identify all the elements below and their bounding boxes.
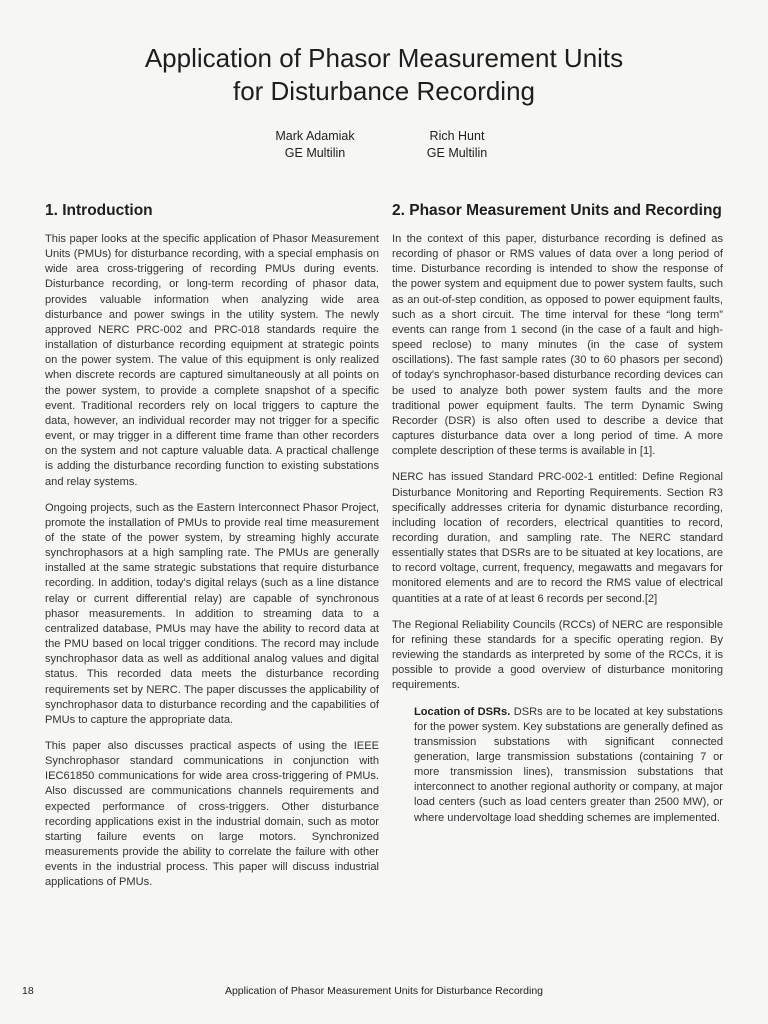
section-heading-introduction: 1. Introduction xyxy=(45,202,153,219)
right-column xyxy=(392,200,723,837)
title-line-1: Application of Phasor Measurement Units xyxy=(144,43,624,73)
indented-paragraph xyxy=(414,705,723,826)
author-2 xyxy=(384,128,530,162)
page-number: 18 xyxy=(22,985,34,997)
paper-title xyxy=(0,42,768,108)
running-title: Application of Phasor Measurement Units for Disturbance Recording xyxy=(224,985,544,997)
paragraph: This paper looks at the specific application of Phasor Measurement Units (PMUs) for disturbance recording, with a special emphasis on wide area cross-triggering of recording PMUs during events. Disturbance recording, or long-term recording of phasor data, provides valuable information when analyzing wide area disturbance and power swings in the utility system. The newly approved NERC PRC-002 and PRC-018 standards require the installation of disturbance recording equipment at strategic points on the power system. The value of this equipment is only realized when discrete records are captured simultaneously at all points on the power system, to provide a complete snapshot of a specific event. Traditional recorders rely on local triggers to capture the data, however, an individual recorder may not trigger for a specific event, or may trigger in a different time frame than other recorders on the system and not capture valuable data. A practical challenge is adding the disturbance recording function to existing substations and relay systems. xyxy=(45,233,379,488)
title-line-2: for Disturbance Recording xyxy=(232,76,536,106)
author-name: Mark Adamiak xyxy=(275,129,355,143)
paragraph: In the context of this paper, disturbance recording is defined as recording of phasor or RMS values of data over a long period of time. Disturbance recording is intended to show the response of the power system and equipment due to power system faults, such as an out-of-step condition, as opposed to power equipment faults, such as a short circuit. The time interval for these “long term” events can range from 1 second (in the case of a fault and high-speed reclose) to many minutes (in the case of system oscillations). The fast sample rates (30 to 60 phasors per second) of today's synchrophasor-based disturbance recording devices can be used to analyze both power system faults and the more traditional power equipment faults. The term Dynamic Swing Recorder (DSR) is also often used to describe a device that captures disturbance data over a long period of time. A more complete description of these terms is available in [1]. xyxy=(392,233,723,458)
paragraph: The Regional Reliability Councils (RCCs) of NERC are responsible for refining these standards for a specific operating region. By reviewing the standards as interpreted by some of the RCCs, it is possible to provide a good overview of disturbance monitoring requirements. xyxy=(392,618,723,692)
left-column xyxy=(45,200,379,902)
paragraph: NERC has issued Standard PRC-002-1 entitled: Define Regional Disturbance Monitoring and Reporting Requirements. Section R3 specifically addresses criteria for dynamic disturbance recording, including location of recorders, electrical quantities to record, recording duration, and sampling rate. The NERC standard essentially states that DSRs are to be situated at key locations, are to record voltage, current, frequency, megawatts and megavars for monitored elements and are to record the RMS value of electrical quantities at a rate of at least 6 records per second.[2] xyxy=(392,471,723,605)
author-name: Rich Hunt xyxy=(429,129,485,143)
author-affiliation: GE Multilin xyxy=(284,146,346,160)
author-1 xyxy=(240,128,390,162)
author-affiliation: GE Multilin xyxy=(426,146,488,160)
run-in-heading: Location of DSRs. xyxy=(414,705,511,718)
paragraph: This paper also discusses practical aspects of using the IEEE Synchrophasor standard communications in conjunction with IEC61850 communications for wide area cross-triggering of PMUs. Also discussed are communications channels requirements and expected performance of cross-triggers. Other disturbance recording applications exist in the industrial domain, such as motor starting failure events on large motors. Synchronized measurements provide the ability to correlate the failure with other events in the industrial process. This paper will discuss industrial applications of PMUs. xyxy=(45,740,379,889)
paragraph-text: DSRs are to be located at key substations for the power system. Key substations are generally defined as transmission substations with significant connected generation, large transmission substations (containing 7 or more transmission lines), transmission substations that interconnect to another regional authority or company, at major load centers (such as load centers greater than 2500 MW), or where undervoltage load shedding schemes are implemented. xyxy=(414,705,723,824)
paragraph: Ongoing projects, such as the Eastern Interconnect Phasor Project, promote the installation of PMUs to provide real time measurement of the state of the power system, by streaming highly accurate synchrophasors at a high sampling rate. The PMUs are generally installed at the same strategic substations that require disturbance recording. In addition, today's digital relays (such as a line distance relay or current differential relay) are capable of synchronous phasor measurements. In addition to streaming data to a centralized database, PMUs may have the ability to record data at the PMU based on local trigger conditions. The record may include synchrophasor data as well as additional analog values and digital status. This recorded data meets the disturbance recording requirements set by NERC. The paper discusses the applicability of synchrophasor data to disturbance recording and the capabilities of PMUs to capture the appropriate data. xyxy=(45,501,379,726)
section-heading-pmu-recording: 2. Phasor Measurement Units and Recording xyxy=(392,202,722,219)
